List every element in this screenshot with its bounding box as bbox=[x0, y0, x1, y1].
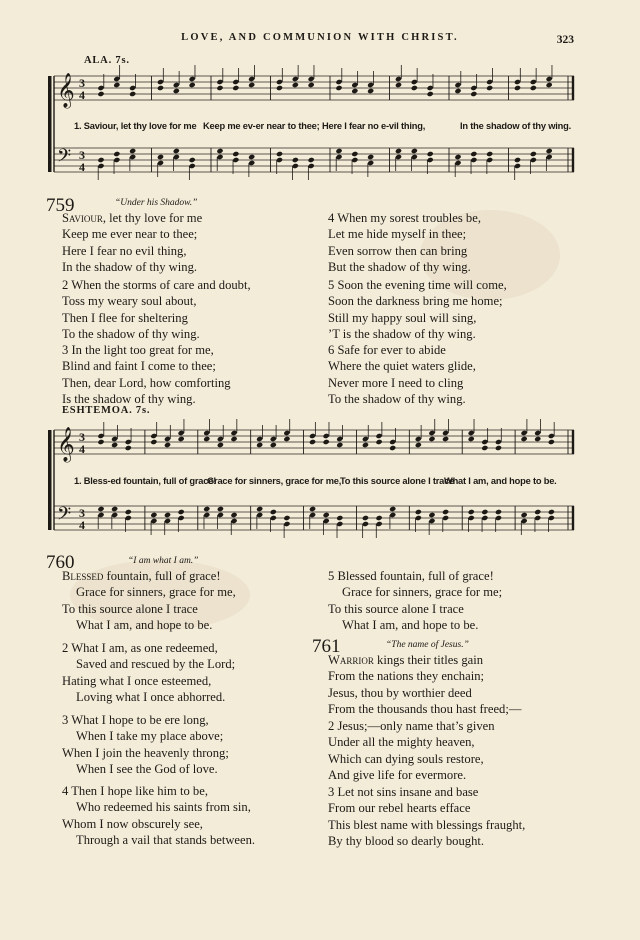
stanza-759-2 bbox=[62, 277, 251, 342]
notehead bbox=[389, 506, 396, 512]
hymn-title-760: “I am what I am.” bbox=[128, 556, 199, 566]
stanza-761-3 bbox=[328, 784, 525, 849]
hymn-number-761: 761 bbox=[312, 636, 341, 657]
notehead bbox=[292, 82, 299, 88]
notehead bbox=[395, 82, 402, 88]
stanza-759-6 bbox=[328, 342, 476, 407]
notehead bbox=[336, 442, 343, 448]
notehead bbox=[411, 148, 418, 154]
verse-line: Grace for sinners, grace for me; bbox=[342, 585, 503, 600]
notehead bbox=[189, 157, 196, 163]
notehead bbox=[521, 512, 528, 518]
verse-line: What I am, and hope to be. bbox=[76, 617, 213, 632]
notehead bbox=[164, 512, 171, 518]
notehead bbox=[111, 442, 118, 448]
underlay-ala-2: Keep me ev-er near to thee; bbox=[203, 121, 320, 131]
verse-line: Jesus, thou by worthier deed bbox=[328, 685, 472, 700]
notehead bbox=[203, 506, 210, 512]
time-signature-digit: 4 bbox=[79, 518, 85, 532]
notehead bbox=[270, 509, 277, 515]
page-number: 323 bbox=[556, 34, 574, 46]
verse-line: Blind and faint I come to thee; bbox=[62, 359, 216, 374]
notehead bbox=[428, 436, 435, 442]
tune-name-ala: ALA. 7s. bbox=[84, 55, 130, 66]
notehead bbox=[495, 445, 502, 451]
notehead bbox=[178, 509, 185, 515]
verse-line: Let me hide myself in thee; bbox=[328, 227, 467, 242]
notehead bbox=[150, 439, 157, 445]
notehead bbox=[256, 442, 263, 448]
verse-line: When I see the God of love. bbox=[76, 761, 218, 776]
hymn-title-761: “The name of Jesus.” bbox=[386, 640, 469, 650]
notehead bbox=[173, 148, 180, 154]
time-signature-digit: 3 bbox=[79, 76, 85, 90]
verse-line: To this source alone I trace bbox=[328, 601, 464, 616]
verse-line: ’T is the shadow of thy wing. bbox=[328, 326, 476, 341]
verse-line: To this source alone I trace bbox=[62, 601, 198, 616]
notehead bbox=[164, 442, 171, 448]
underlay-eshtemoa-1: 1. Bless-ed fountain, full of grace! bbox=[74, 476, 217, 486]
notehead bbox=[173, 88, 180, 94]
notehead bbox=[427, 91, 434, 97]
notehead bbox=[309, 439, 316, 445]
notehead bbox=[481, 445, 488, 451]
verse-line: Whom I now obscurely see, bbox=[62, 816, 203, 831]
hymn-number-759: 759 bbox=[46, 195, 75, 216]
verse-line: This blest name with blessings fraught, bbox=[328, 817, 526, 832]
notehead bbox=[481, 509, 488, 515]
underlay-ala-1: 1. Saviour, let thy love for me bbox=[74, 121, 197, 131]
notehead bbox=[336, 515, 343, 521]
notehead bbox=[178, 436, 185, 442]
notehead bbox=[276, 151, 283, 157]
notehead bbox=[546, 82, 553, 88]
time-signature-digit: 4 bbox=[79, 160, 85, 174]
stanza-760-1 bbox=[62, 568, 236, 633]
notehead bbox=[534, 436, 541, 442]
verse-line: Saved and rescued by the Lord; bbox=[76, 657, 236, 672]
notehead bbox=[514, 157, 521, 163]
underlay-ala-4: In the shadow of thy wing. bbox=[460, 121, 572, 131]
notehead bbox=[309, 506, 316, 512]
stanza-760-3 bbox=[62, 712, 229, 777]
notehead bbox=[395, 148, 402, 154]
underlay-eshtemoa-2: Grace for sinners, grace for me, bbox=[207, 476, 342, 486]
time-signature-digit: 3 bbox=[79, 430, 85, 444]
stanza-760-2 bbox=[62, 640, 235, 705]
notehead bbox=[389, 445, 396, 451]
verse-line: Then I flee for sheltering bbox=[62, 310, 188, 325]
stanza-lead-word: Saviour bbox=[62, 211, 103, 225]
notehead bbox=[129, 148, 136, 154]
notehead bbox=[367, 88, 374, 94]
stanza-759-1 bbox=[62, 210, 202, 275]
notehead bbox=[534, 509, 541, 515]
stanza-761-2 bbox=[328, 718, 495, 783]
notehead bbox=[217, 506, 224, 512]
system-bracket bbox=[48, 76, 52, 172]
notehead bbox=[376, 515, 383, 521]
verse-line: , let thy love for me bbox=[102, 211, 203, 225]
verse-line: 3 In the light too great for me, bbox=[62, 343, 214, 357]
verse-line: From the nations they enchain; bbox=[328, 669, 484, 684]
notehead bbox=[548, 439, 555, 445]
verse-line: 6 Safe for ever to abide bbox=[328, 343, 446, 357]
notehead bbox=[362, 442, 369, 448]
notehead bbox=[283, 436, 290, 442]
notehead bbox=[97, 506, 104, 512]
verse-line: Hating what I once esteemed, bbox=[62, 673, 212, 688]
system-bracket bbox=[48, 430, 52, 530]
verse-line: Never more I need to cling bbox=[328, 375, 464, 390]
notehead bbox=[230, 436, 237, 442]
tune-name-eshtemoa: ESHTEMOA. 7s. bbox=[62, 405, 151, 416]
time-signature-digit: 4 bbox=[79, 88, 85, 102]
notehead bbox=[189, 82, 196, 88]
notehead bbox=[232, 151, 239, 157]
verse-line: Then, dear Lord, how comforting bbox=[62, 375, 231, 390]
notehead bbox=[514, 85, 521, 91]
verse-line: Here I fear no evil thing, bbox=[62, 243, 187, 258]
underlay-eshtemoa-3: To this source alone I trace bbox=[340, 476, 455, 486]
verse-line: Toss my weary soul about, bbox=[62, 294, 197, 309]
verse-line: kings their titles gain bbox=[373, 653, 484, 667]
hymn-title-759: “Under his Shadow.” bbox=[115, 198, 198, 208]
verse-line: Still my happy soul will sing, bbox=[328, 310, 477, 325]
notehead bbox=[442, 436, 449, 442]
notehead bbox=[376, 439, 383, 445]
underlay-eshtemoa-4: What I am, and hope to be. bbox=[444, 476, 557, 486]
notehead bbox=[362, 515, 369, 521]
notehead bbox=[125, 445, 132, 451]
verse-line: Who redeemed his saints from sin, bbox=[76, 800, 251, 815]
notehead bbox=[217, 442, 224, 448]
notehead bbox=[530, 151, 537, 157]
running-title: LOVE, AND COMMUNION WITH CHRIST. bbox=[181, 32, 459, 43]
notehead bbox=[521, 436, 528, 442]
notehead bbox=[232, 85, 239, 91]
verse-line: 2 When the storms of care and doubt, bbox=[62, 278, 251, 292]
notehead bbox=[157, 154, 164, 160]
notehead bbox=[157, 85, 164, 91]
notehead bbox=[216, 85, 223, 91]
notehead bbox=[428, 512, 435, 518]
notehead bbox=[308, 82, 315, 88]
verse-line: 5 Soon the evening time will come, bbox=[328, 278, 507, 292]
verse-line: Through a vail that stands between. bbox=[76, 832, 256, 847]
verse-line: In the shadow of thy wing. bbox=[62, 259, 198, 274]
verse-line: From our rebel hearts efface bbox=[328, 801, 471, 816]
stanza-759-4 bbox=[328, 210, 481, 275]
notehead bbox=[323, 439, 330, 445]
notehead bbox=[150, 512, 157, 518]
verse-line: But the shadow of thy wing. bbox=[328, 259, 471, 274]
notehead bbox=[548, 509, 555, 515]
notehead bbox=[546, 148, 553, 154]
stanza-lead-word: Blessed bbox=[62, 569, 104, 583]
notehead bbox=[230, 512, 237, 518]
verse-line: And give life for evermore. bbox=[328, 767, 467, 782]
verse-line: fountain, full of grace! bbox=[103, 569, 221, 583]
time-signature-digit: 3 bbox=[79, 148, 85, 162]
verse-line: Is the shadow of thy wing. bbox=[62, 391, 196, 406]
notehead bbox=[415, 509, 422, 515]
notehead bbox=[454, 88, 461, 94]
verse-line: 2 Jesus;—only name that’s given bbox=[328, 719, 495, 733]
verse-line: Where the quiet waters glide, bbox=[328, 359, 476, 374]
verse-line: 5 Blessed fountain, full of grace! bbox=[328, 569, 494, 583]
notehead bbox=[351, 88, 358, 94]
verse-line: Even sorrow then can bring bbox=[328, 243, 468, 258]
notehead bbox=[97, 439, 104, 445]
notehead bbox=[470, 91, 477, 97]
verse-line: Loving what I once abhorred. bbox=[76, 689, 226, 704]
time-signature-digit: 3 bbox=[79, 506, 85, 520]
hymn-number-760: 760 bbox=[46, 552, 75, 573]
notehead bbox=[486, 151, 493, 157]
bass-clef-icon: 𝄢 bbox=[57, 146, 72, 171]
notehead bbox=[283, 515, 290, 521]
verse-line: 3 What I hope to be ere long, bbox=[62, 713, 209, 727]
notehead bbox=[97, 91, 104, 97]
stanza-lead-word: Warrior bbox=[328, 653, 374, 667]
treble-clef-icon: 𝄞 bbox=[57, 427, 75, 462]
notehead bbox=[111, 506, 118, 512]
notehead bbox=[248, 154, 255, 160]
notehead bbox=[125, 509, 132, 515]
underlay-ala-3: Here I fear no e-vil thing, bbox=[322, 121, 426, 131]
verse-line: When I take my place above; bbox=[76, 729, 224, 744]
notehead bbox=[203, 436, 210, 442]
notehead bbox=[468, 436, 475, 442]
time-signature-digit: 4 bbox=[79, 442, 85, 456]
notehead bbox=[530, 85, 537, 91]
notehead bbox=[427, 151, 434, 157]
stanza-760-5 bbox=[328, 568, 502, 633]
verse-line: Soon the darkness bring me home; bbox=[328, 294, 503, 309]
stanza-759-5 bbox=[328, 277, 507, 342]
verse-line: 4 When my sorest troubles be, bbox=[328, 211, 481, 225]
verse-line: Under all the mighty heaven, bbox=[328, 735, 475, 750]
notehead bbox=[256, 506, 263, 512]
stanza-760-4 bbox=[62, 783, 255, 848]
notehead bbox=[270, 442, 277, 448]
notehead bbox=[415, 442, 422, 448]
verse-line: 2 What I am, as one redeemed, bbox=[62, 641, 218, 655]
verse-line: To the shadow of thy wing. bbox=[328, 391, 466, 406]
notehead bbox=[292, 157, 299, 163]
verse-line: What I am, and hope to be. bbox=[342, 617, 479, 632]
notehead bbox=[308, 157, 315, 163]
notehead bbox=[335, 85, 342, 91]
stanza-761-1 bbox=[328, 652, 521, 717]
verse-line: Grace for sinners, grace for me, bbox=[76, 585, 236, 600]
treble-clef-icon: 𝄞 bbox=[57, 73, 75, 108]
notehead bbox=[411, 85, 418, 91]
verse-line: To the shadow of thy wing. bbox=[62, 326, 200, 341]
notehead bbox=[216, 148, 223, 154]
verse-line: From the thousands thou hast freed;— bbox=[328, 701, 522, 716]
notehead bbox=[468, 509, 475, 515]
verse-line: By thy blood so dearly bought. bbox=[328, 833, 485, 848]
notehead bbox=[276, 85, 283, 91]
stanza-759-3 bbox=[62, 342, 231, 407]
verse-line: 4 Then I hope like him to be, bbox=[62, 784, 208, 798]
notehead bbox=[367, 154, 374, 160]
notehead bbox=[129, 91, 136, 97]
verse-line: 3 Let not sins insane and base bbox=[328, 785, 479, 799]
notehead bbox=[470, 151, 477, 157]
verse-line: Keep me ever near to thee; bbox=[62, 227, 198, 242]
notehead bbox=[248, 82, 255, 88]
notehead bbox=[442, 509, 449, 515]
bass-clef-icon: 𝄢 bbox=[57, 504, 72, 529]
notehead bbox=[351, 151, 358, 157]
notehead bbox=[323, 512, 330, 518]
verse-line: Which can dying souls restore, bbox=[328, 751, 484, 766]
notehead bbox=[486, 85, 493, 91]
notehead bbox=[495, 509, 502, 515]
notehead bbox=[113, 151, 120, 157]
verse-line: When I join the heavenly throng; bbox=[62, 745, 229, 760]
notehead bbox=[335, 148, 342, 154]
notehead bbox=[97, 157, 104, 163]
notehead bbox=[454, 154, 461, 160]
notehead bbox=[113, 82, 120, 88]
